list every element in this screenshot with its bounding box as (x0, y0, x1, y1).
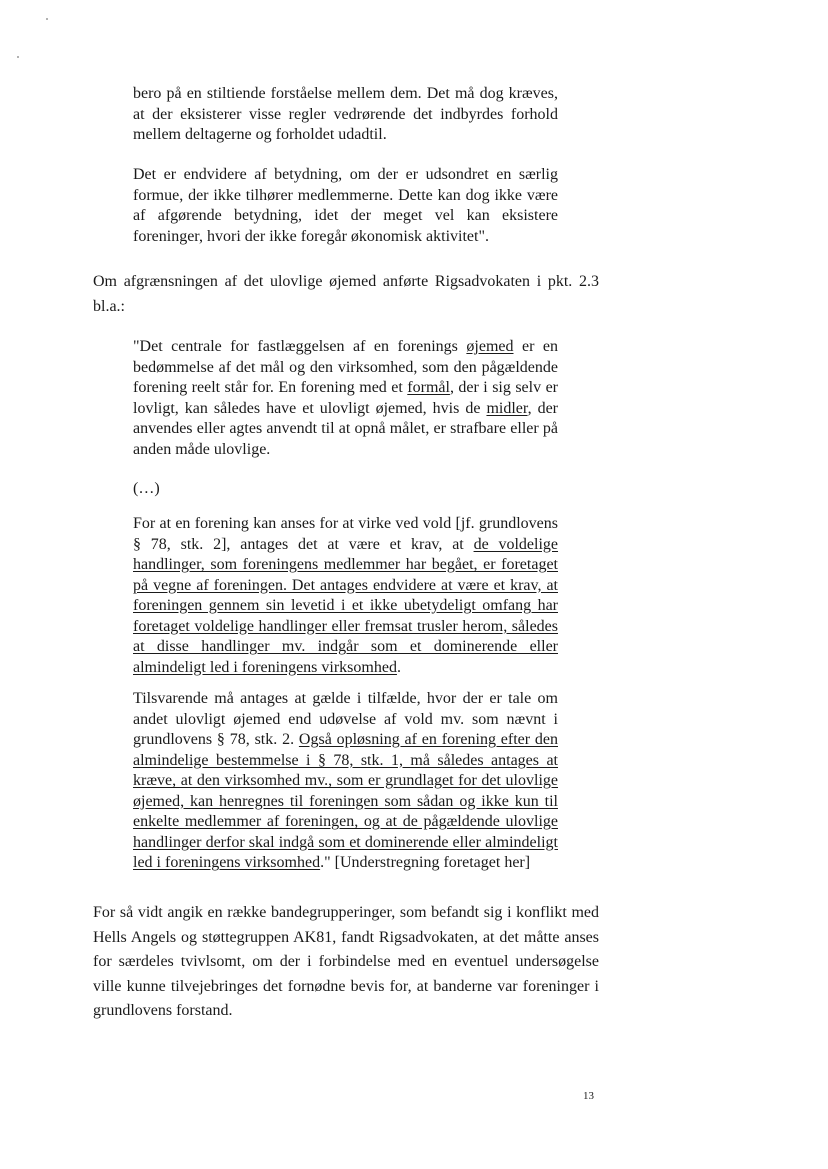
underlined-term: formål (407, 379, 450, 396)
ellipsis: (…) (133, 480, 160, 497)
page-number: 13 (583, 1090, 594, 1102)
quote-paragraph-2: Det er endvidere af betydning, om der er udsondret en særlig formue, der ikke tilhører medlemmerne. Dette kan dog ikke være af afgørende betydning, idet der meget vel kan eksistere foreninger, hvori der ikke foregår økonomisk aktivitet". (133, 166, 558, 245)
quote-paragraph-1: bero på en stiltiende forståelse mellem dem. Det må dog kræves, at der eksisterer visse regler vedrørende det indbyrdes forhold mellem deltagerne og forholdet udadtil. (133, 85, 558, 143)
closing-paragraph: For så vidt angik en række bandegrupperinger, som befandt sig i konflikt med Hells Angels og støttegruppen AK81, fandt Rigsadvokaten, at det måtte anses for særdeles tvivlsomt, om der i forbindelse med en eventuel undersøgelse ville kunne tilvejebringes det fornødne bevis for, at banderne var foreninger i grundlovens forstand. (93, 904, 599, 1020)
underlined-term: øjemed (466, 338, 514, 355)
scan-speck (17, 56, 19, 58)
underlined-term: midler (486, 399, 528, 417)
quote-paragraph-5: Tilsvarende må antages at gælde i tilfælde, hvor der er tale om andet ulovligt øjemed end udøvelse af vold mv. som nævnt i grundlovens § 78, stk. 2. Også opløsning af en forening efter den almindelige bestemmelse i § 78, stk. 1, må således antages at kræve, at den virksomhed mv., som er grundlaget for det ulovlige øjemed, kan henregnes til foreningen som sådan og ikke kun til enkelte medlemmer af foreningen, og at de pågældende ulovlige handlinger derfor skal indgå som et dominerende eller almindeligt led i foreningens virksomhed." [Understregning foretaget her] (133, 690, 558, 871)
quote-paragraph-4: For at en forening kan anses for at virke ved vold [jf. grundlovens § 78, stk. 2], antages det at være et krav, at de voldelige handlinger, som foreningens medlemmer har begået, er foretaget på vegne af foreningen. Det antages endvidere at være et krav, at foreningen gennem sin levetid i et ikke ubetydeligt omfang har foretaget voldelige handlinger eller fremsat trusler herom, således at disse handlinger mv. indgår som et dominerende eller almindeligt led i foreningens virksomhed. (133, 515, 559, 676)
underlined-passage: Også opløsning af en forening efter den almindelige bestemmelse i § 78, stk. 1, må således antages at kræve, at den virksomhed mv., som er grundlaget for det ulovlige øjemed, kan henregnes til foreningen som sådan og ikke kun til enkelte medlemmer af foreningen, og at de pågældende ulovlige handlinger derfor skal indgå som et dominerende eller almindeligt led i foreningens virksomhed (133, 731, 558, 871)
scan-speck (46, 18, 48, 20)
quote-paragraph-3: "Det centrale for fastlæggelsen af en forenings øjemed er en bedømmelse af det mål og den virksomhed, som den pågældende forening reelt står for. En forening med et formål, der i sig selv er lovligt, kan således have et ulovligt øjemed, hvis de midler, der anvendes eller agtes anvendt til at opnå målet, er strafbare eller på anden måde ulovlige. (133, 338, 559, 458)
underlined-passage: de voldelige handlinger, som foreningens medlemmer har begået, er foretaget på vegne af foreningen. Det antages endvidere at være et krav, at foreningen gennem sin levetid i et ikke ubetydeligt omfang har foretaget voldelige handlinger eller fremsat trusler herom, således at disse handlinger mv. indgår som et dominerende eller almindeligt led i foreningens virksomhed (133, 535, 559, 676)
intro-paragraph: Om afgrænsningen af det ulovlige øjemed anførte Rigsadvokaten i pkt. 2.3 bl.a.: (93, 273, 599, 315)
